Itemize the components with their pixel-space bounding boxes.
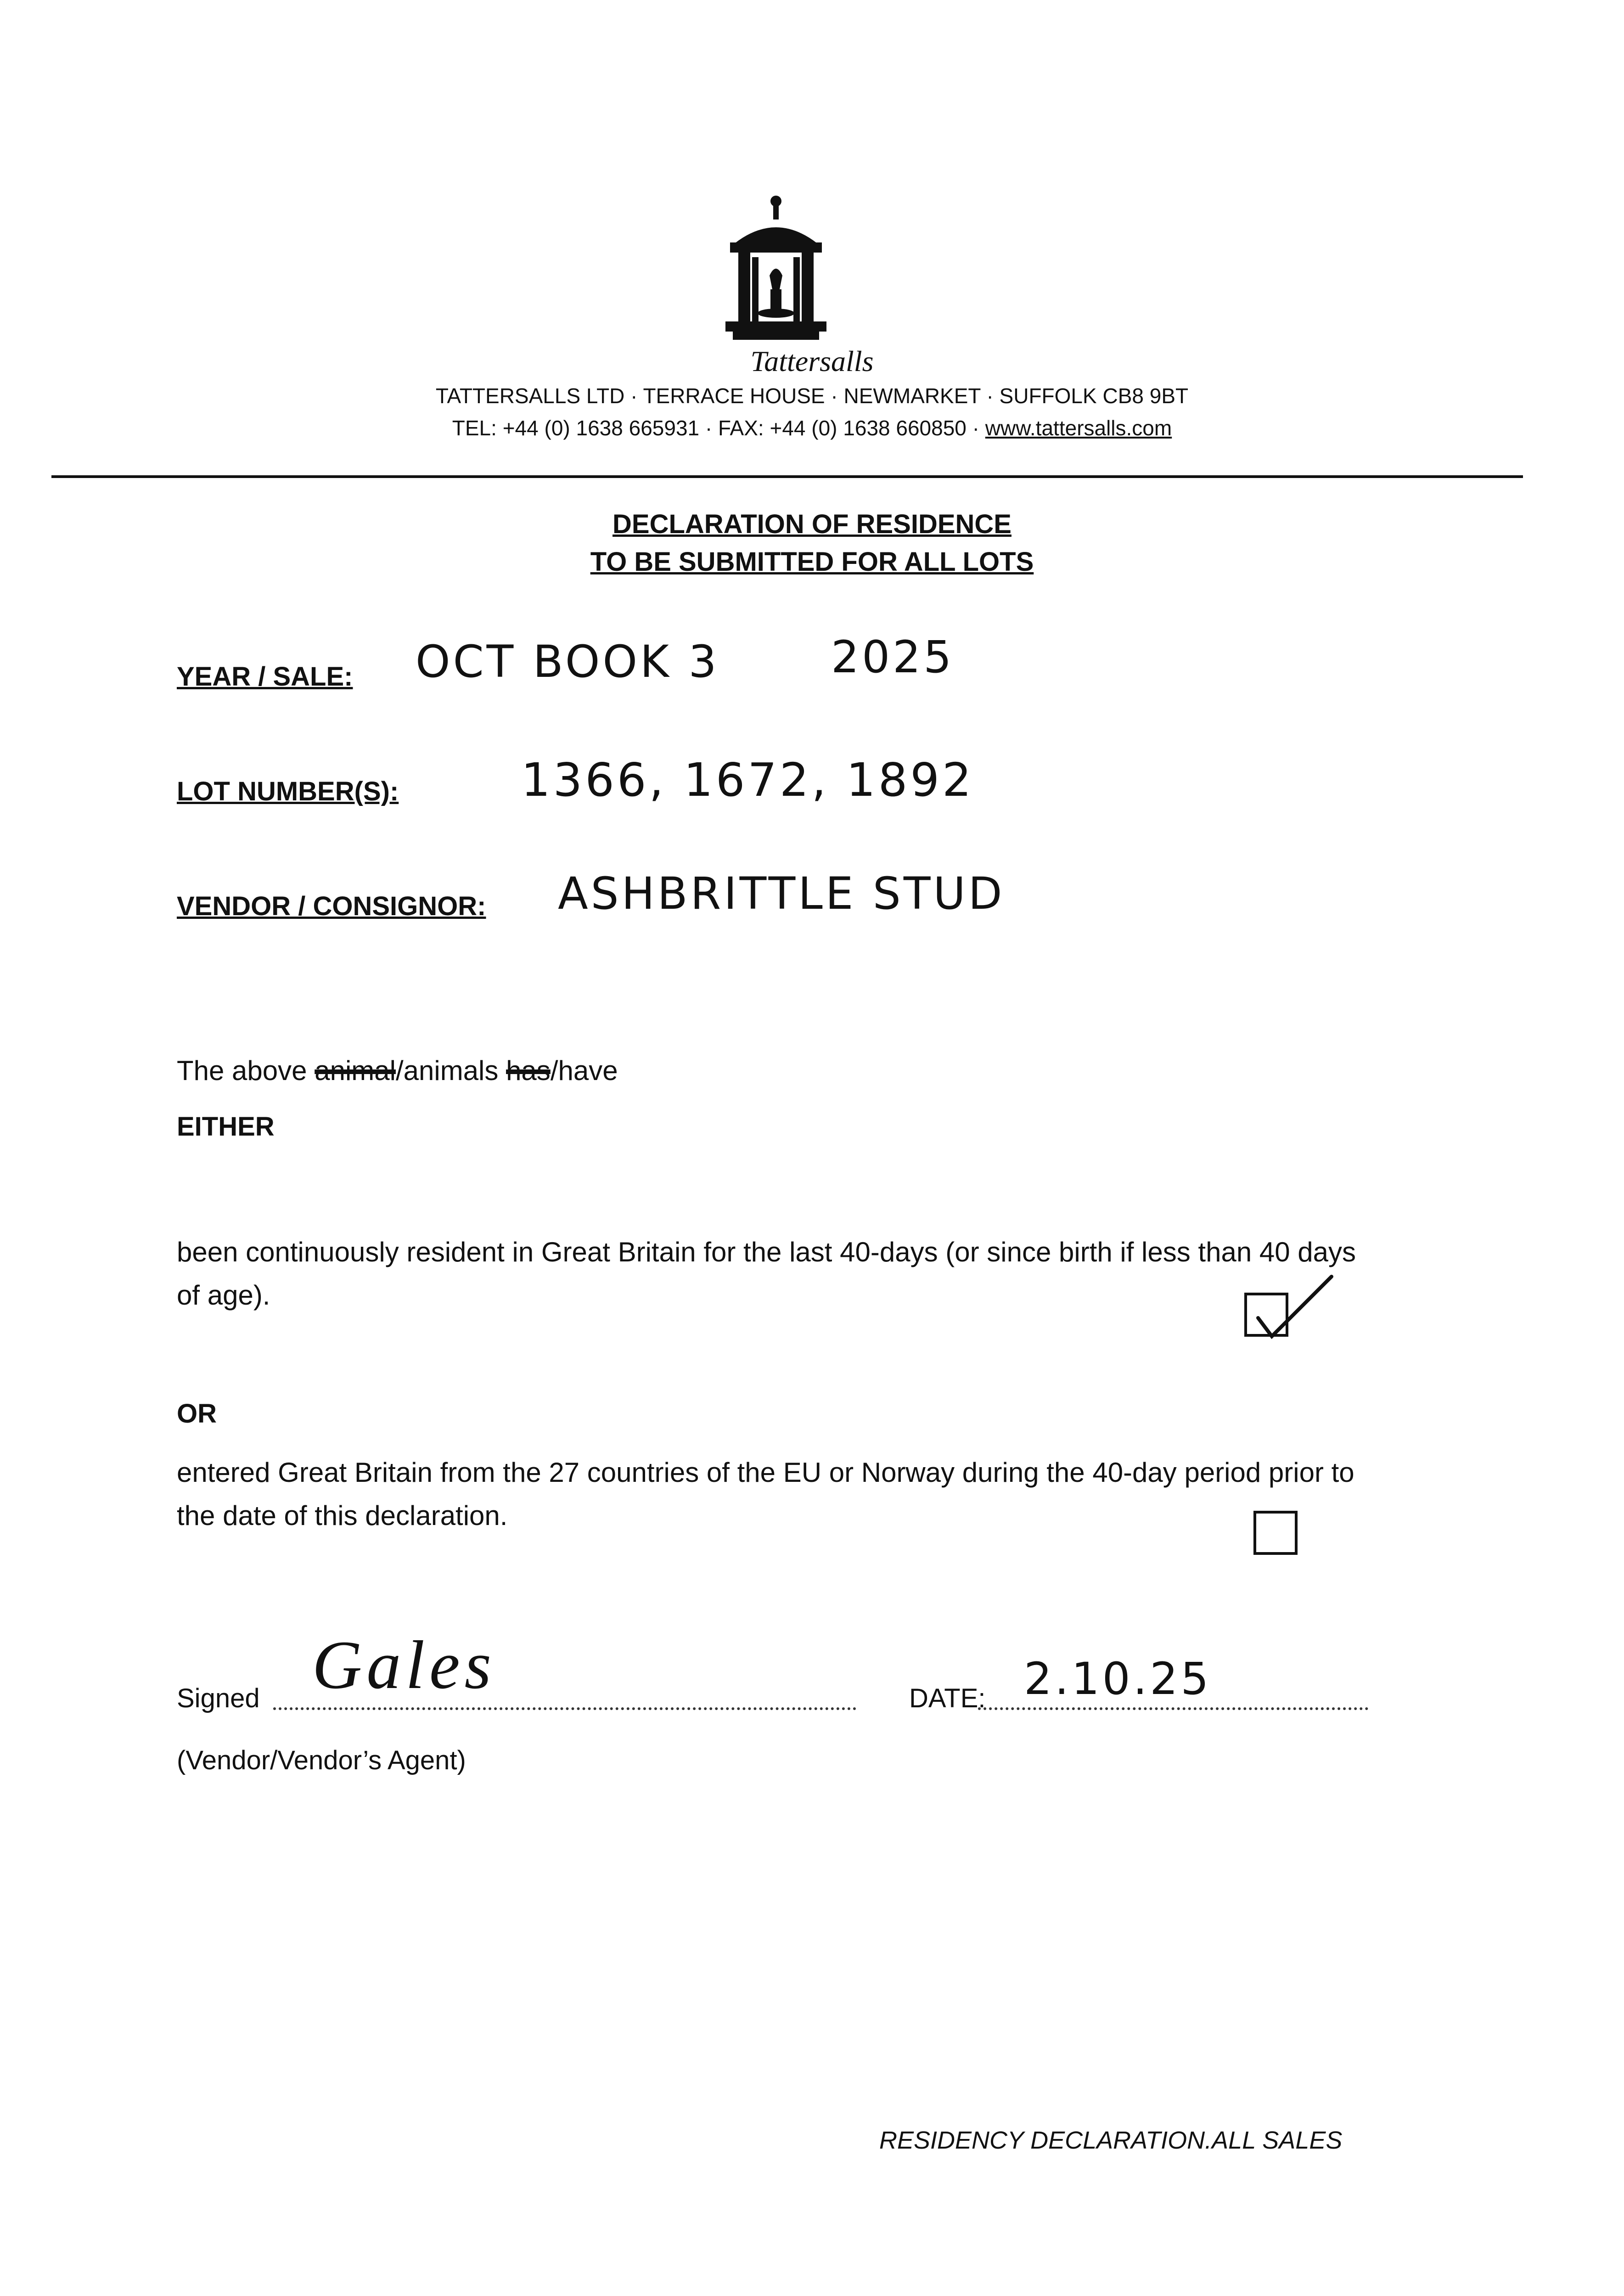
above-statement bbox=[177, 1049, 618, 1092]
above-suffix: /have bbox=[550, 1055, 618, 1086]
form-title-line2: TO BE SUBMITTED FOR ALL LOTS bbox=[590, 547, 1034, 577]
date-line bbox=[978, 1707, 1368, 1710]
either-label: EITHER bbox=[177, 1112, 275, 1142]
signature-line bbox=[273, 1707, 856, 1710]
signed-label: Signed bbox=[177, 1683, 260, 1713]
vendor-label: VENDOR / CONSIGNOR: bbox=[177, 891, 486, 921]
struck-has: has bbox=[506, 1055, 551, 1086]
brand-name: Tattersalls bbox=[750, 345, 874, 377]
above-mid: /animals bbox=[395, 1055, 506, 1086]
check-mark-icon bbox=[1253, 1272, 1345, 1345]
date-label: DATE: bbox=[909, 1683, 986, 1713]
vendor-handwritten: ASHBRITTLE STUD bbox=[558, 868, 1005, 919]
year-sale-handwritten: OCT BOOK 3 bbox=[416, 636, 719, 687]
website-link[interactable]: www.tattersalls.com bbox=[985, 416, 1172, 440]
option2-checkbox[interactable] bbox=[1253, 1511, 1298, 1555]
contact-line bbox=[0, 416, 1624, 440]
lot-numbers-label: LOT NUMBER(S): bbox=[177, 777, 399, 806]
header-divider bbox=[51, 475, 1523, 478]
lot-numbers-handwritten: 1366, 1672, 1892 bbox=[521, 753, 974, 807]
or-label: OR bbox=[177, 1399, 217, 1429]
year-handwritten: 2025 bbox=[831, 631, 955, 683]
signer-role: (Vendor/Vendor’s Agent) bbox=[177, 1745, 466, 1775]
form-title-line1: DECLARATION OF RESIDENCE bbox=[613, 509, 1011, 539]
option1-text: been continuously resident in Great Britain for the last 40-days (or since birth if less than 40 days of age). bbox=[177, 1237, 1356, 1311]
struck-animal: animal bbox=[315, 1055, 396, 1086]
footer-document-name: RESIDENCY DECLARATION.ALL SALES bbox=[879, 2127, 1343, 2154]
option2-text: entered Great Britain from the 27 countries of the EU or Norway during the 40-day period prior to the date of this declaration. bbox=[177, 1457, 1354, 1531]
address-line: TATTERSALLS LTD · TERRACE HOUSE · NEWMARKET · SUFFOLK CB8 9BT bbox=[435, 384, 1189, 408]
contact-details: TEL: +44 (0) 1638 665931 · FAX: +44 (0) 1638 660850 · bbox=[452, 416, 985, 440]
year-sale-label: YEAR / SALE: bbox=[177, 662, 353, 692]
date-handwritten: 2.10.25 bbox=[1024, 1653, 1212, 1705]
tattersalls-logo bbox=[725, 193, 826, 344]
signature: Gales bbox=[312, 1627, 496, 1703]
above-prefix: The above bbox=[177, 1055, 315, 1086]
